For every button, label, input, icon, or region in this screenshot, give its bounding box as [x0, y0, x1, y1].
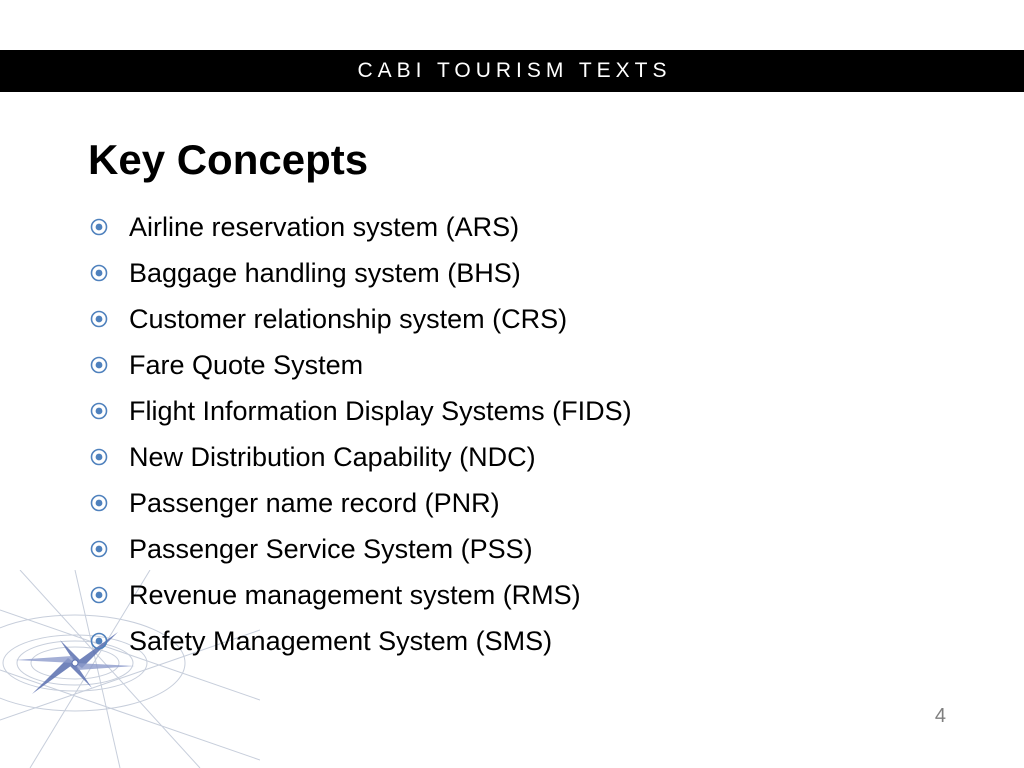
- circled-dot-icon: [89, 309, 109, 329]
- page-title: Key Concepts: [88, 136, 369, 183]
- circled-dot-icon: [89, 263, 109, 283]
- list-item-label: Flight Information Display Systems (FIDS): [129, 395, 632, 426]
- list-item-label: New Distribution Capability (NDC): [129, 441, 536, 472]
- list-item: [88, 480, 632, 526]
- header-text: CABI TOURISM TEXTS: [357, 59, 672, 82]
- list-item: [88, 388, 632, 434]
- list-item: [88, 204, 632, 250]
- header-bar: [0, 50, 1024, 92]
- list-item: [88, 296, 632, 342]
- page-number: 4: [934, 705, 946, 727]
- list-item-label: Fare Quote System: [129, 349, 364, 380]
- circled-dot-icon: [89, 447, 109, 467]
- circled-dot-icon: [89, 401, 109, 421]
- list-item: [88, 618, 632, 664]
- list-item-label: Baggage handling system (BHS): [129, 257, 521, 288]
- list-item: [88, 250, 632, 296]
- bullet-list: [88, 204, 632, 664]
- list-item: [88, 572, 632, 618]
- circled-dot-icon: [89, 493, 109, 513]
- list-item: [88, 434, 632, 480]
- circled-dot-icon: [89, 585, 109, 605]
- circled-dot-icon: [89, 631, 109, 651]
- list-item-label: Customer relationship system (CRS): [129, 303, 568, 334]
- list-item-label: Passenger name record (PNR): [129, 487, 500, 518]
- list-item-label: Passenger Service System (PSS): [129, 533, 533, 564]
- circled-dot-icon: [89, 539, 109, 559]
- list-item: [88, 526, 632, 572]
- list-item-label: Revenue management system (RMS): [129, 579, 581, 610]
- circled-dot-icon: [89, 217, 109, 237]
- list-item-label: Airline reservation system (ARS): [129, 211, 520, 242]
- list-item: [88, 342, 632, 388]
- circled-dot-icon: [89, 355, 109, 375]
- list-item-label: Safety Management System (SMS): [129, 625, 553, 656]
